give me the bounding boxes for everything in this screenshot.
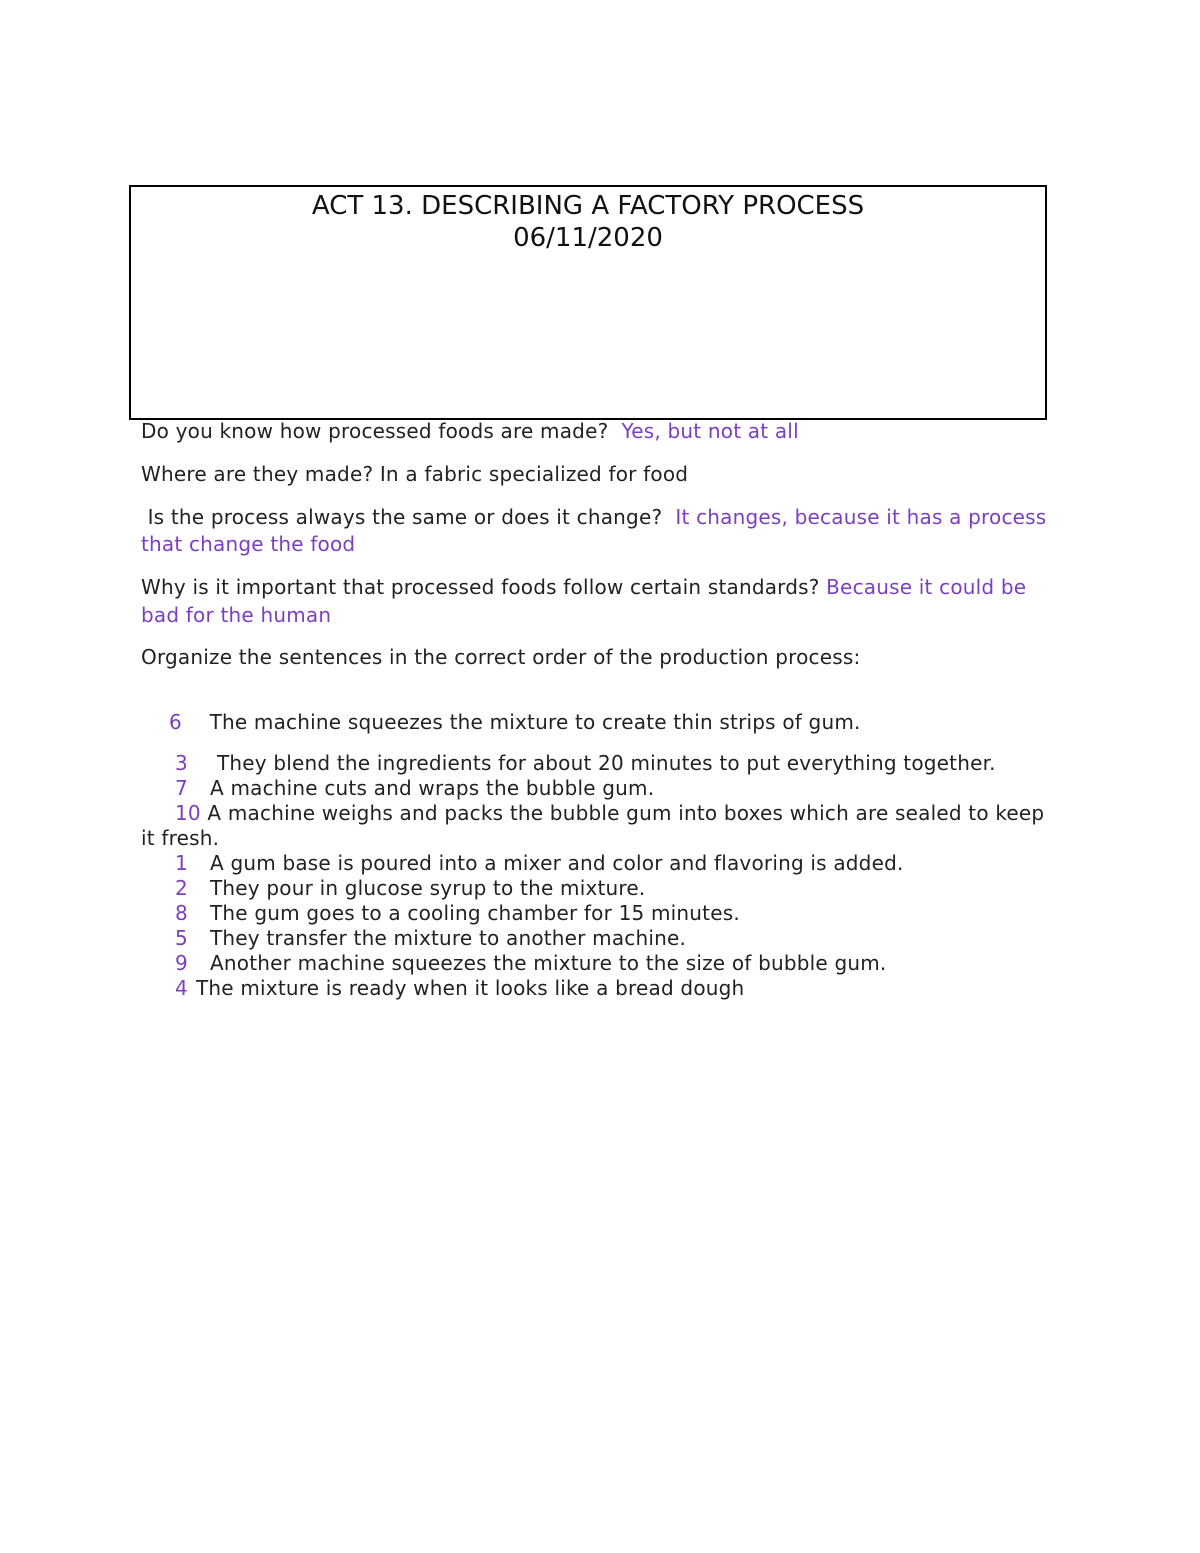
document-title: ACT 13. DESCRIBING A FACTORY PROCESS bbox=[311, 191, 865, 221]
document-date: 06/11/2020 bbox=[513, 223, 663, 253]
step-number: 6 bbox=[169, 710, 182, 734]
step-number: 3 bbox=[175, 751, 188, 775]
question-1 bbox=[141, 418, 1051, 445]
answer-4-text: Because it could be bad for the human bbox=[141, 575, 1027, 627]
step-row-5 bbox=[141, 851, 1051, 876]
step-row-2 bbox=[141, 751, 1051, 776]
step-number: 2 bbox=[175, 876, 188, 900]
question-3 bbox=[141, 504, 1051, 558]
step-text: They blend the ingredients for about 20 minutes to put everything together. bbox=[217, 751, 996, 775]
step-text: The mixture is ready when it looks like a bread dough bbox=[196, 976, 745, 1000]
question-2-text: Where are they made? In a fabric specialized for food bbox=[141, 462, 689, 486]
title-box bbox=[129, 185, 1047, 420]
step-text: Another machine squeezes the mixture to the size of bubble gum. bbox=[210, 951, 887, 975]
step-text: A machine cuts and wraps the bubble gum. bbox=[210, 776, 655, 800]
step-number: 1 bbox=[175, 851, 188, 875]
step-number: 9 bbox=[175, 951, 188, 975]
instruction-text: Organize the sentences in the correct order of the production process: bbox=[141, 645, 861, 669]
step-row-6 bbox=[141, 876, 1051, 901]
question-4-text: Why is it important that processed foods follow certain standards? bbox=[141, 575, 820, 599]
question-1-text: Do you know how processed foods are made? bbox=[141, 419, 609, 443]
step-number: 4 bbox=[175, 976, 188, 1000]
question-2 bbox=[141, 461, 1051, 488]
step-row-10 bbox=[141, 976, 1051, 1001]
question-3-text: Is the process always the same or does it change? bbox=[147, 505, 663, 529]
steps-list bbox=[141, 751, 1051, 1001]
step-number: 5 bbox=[175, 926, 188, 950]
step-text: A machine weighs and packs the bubble gum into boxes which are sealed to keep it fresh. bbox=[141, 801, 1045, 850]
step-text: They pour in glucose syrup to the mixture. bbox=[210, 876, 646, 900]
step-row-1 bbox=[141, 709, 1051, 736]
answer-3-text: It changes, because it has a process that change the food bbox=[141, 505, 1047, 556]
step-text: The machine squeezes the mixture to create thin strips of gum. bbox=[209, 710, 861, 734]
step-text: A gum base is poured into a mixer and color and flavoring is added. bbox=[210, 851, 904, 875]
step-row-9 bbox=[141, 951, 1051, 976]
step-row-4 bbox=[141, 801, 1051, 851]
step-text: The gum goes to a cooling chamber for 15 minutes. bbox=[210, 901, 740, 925]
step-row-8 bbox=[141, 926, 1051, 951]
step-text: They transfer the mixture to another machine. bbox=[210, 926, 687, 950]
answer-1-text: Yes, but not at all bbox=[621, 419, 799, 443]
step-row-7 bbox=[141, 901, 1051, 926]
step-number: 7 bbox=[175, 776, 188, 800]
step-number: 8 bbox=[175, 901, 188, 925]
question-4 bbox=[141, 573, 1051, 629]
step-number: 10 bbox=[175, 801, 201, 825]
step-row-3 bbox=[141, 776, 1051, 801]
